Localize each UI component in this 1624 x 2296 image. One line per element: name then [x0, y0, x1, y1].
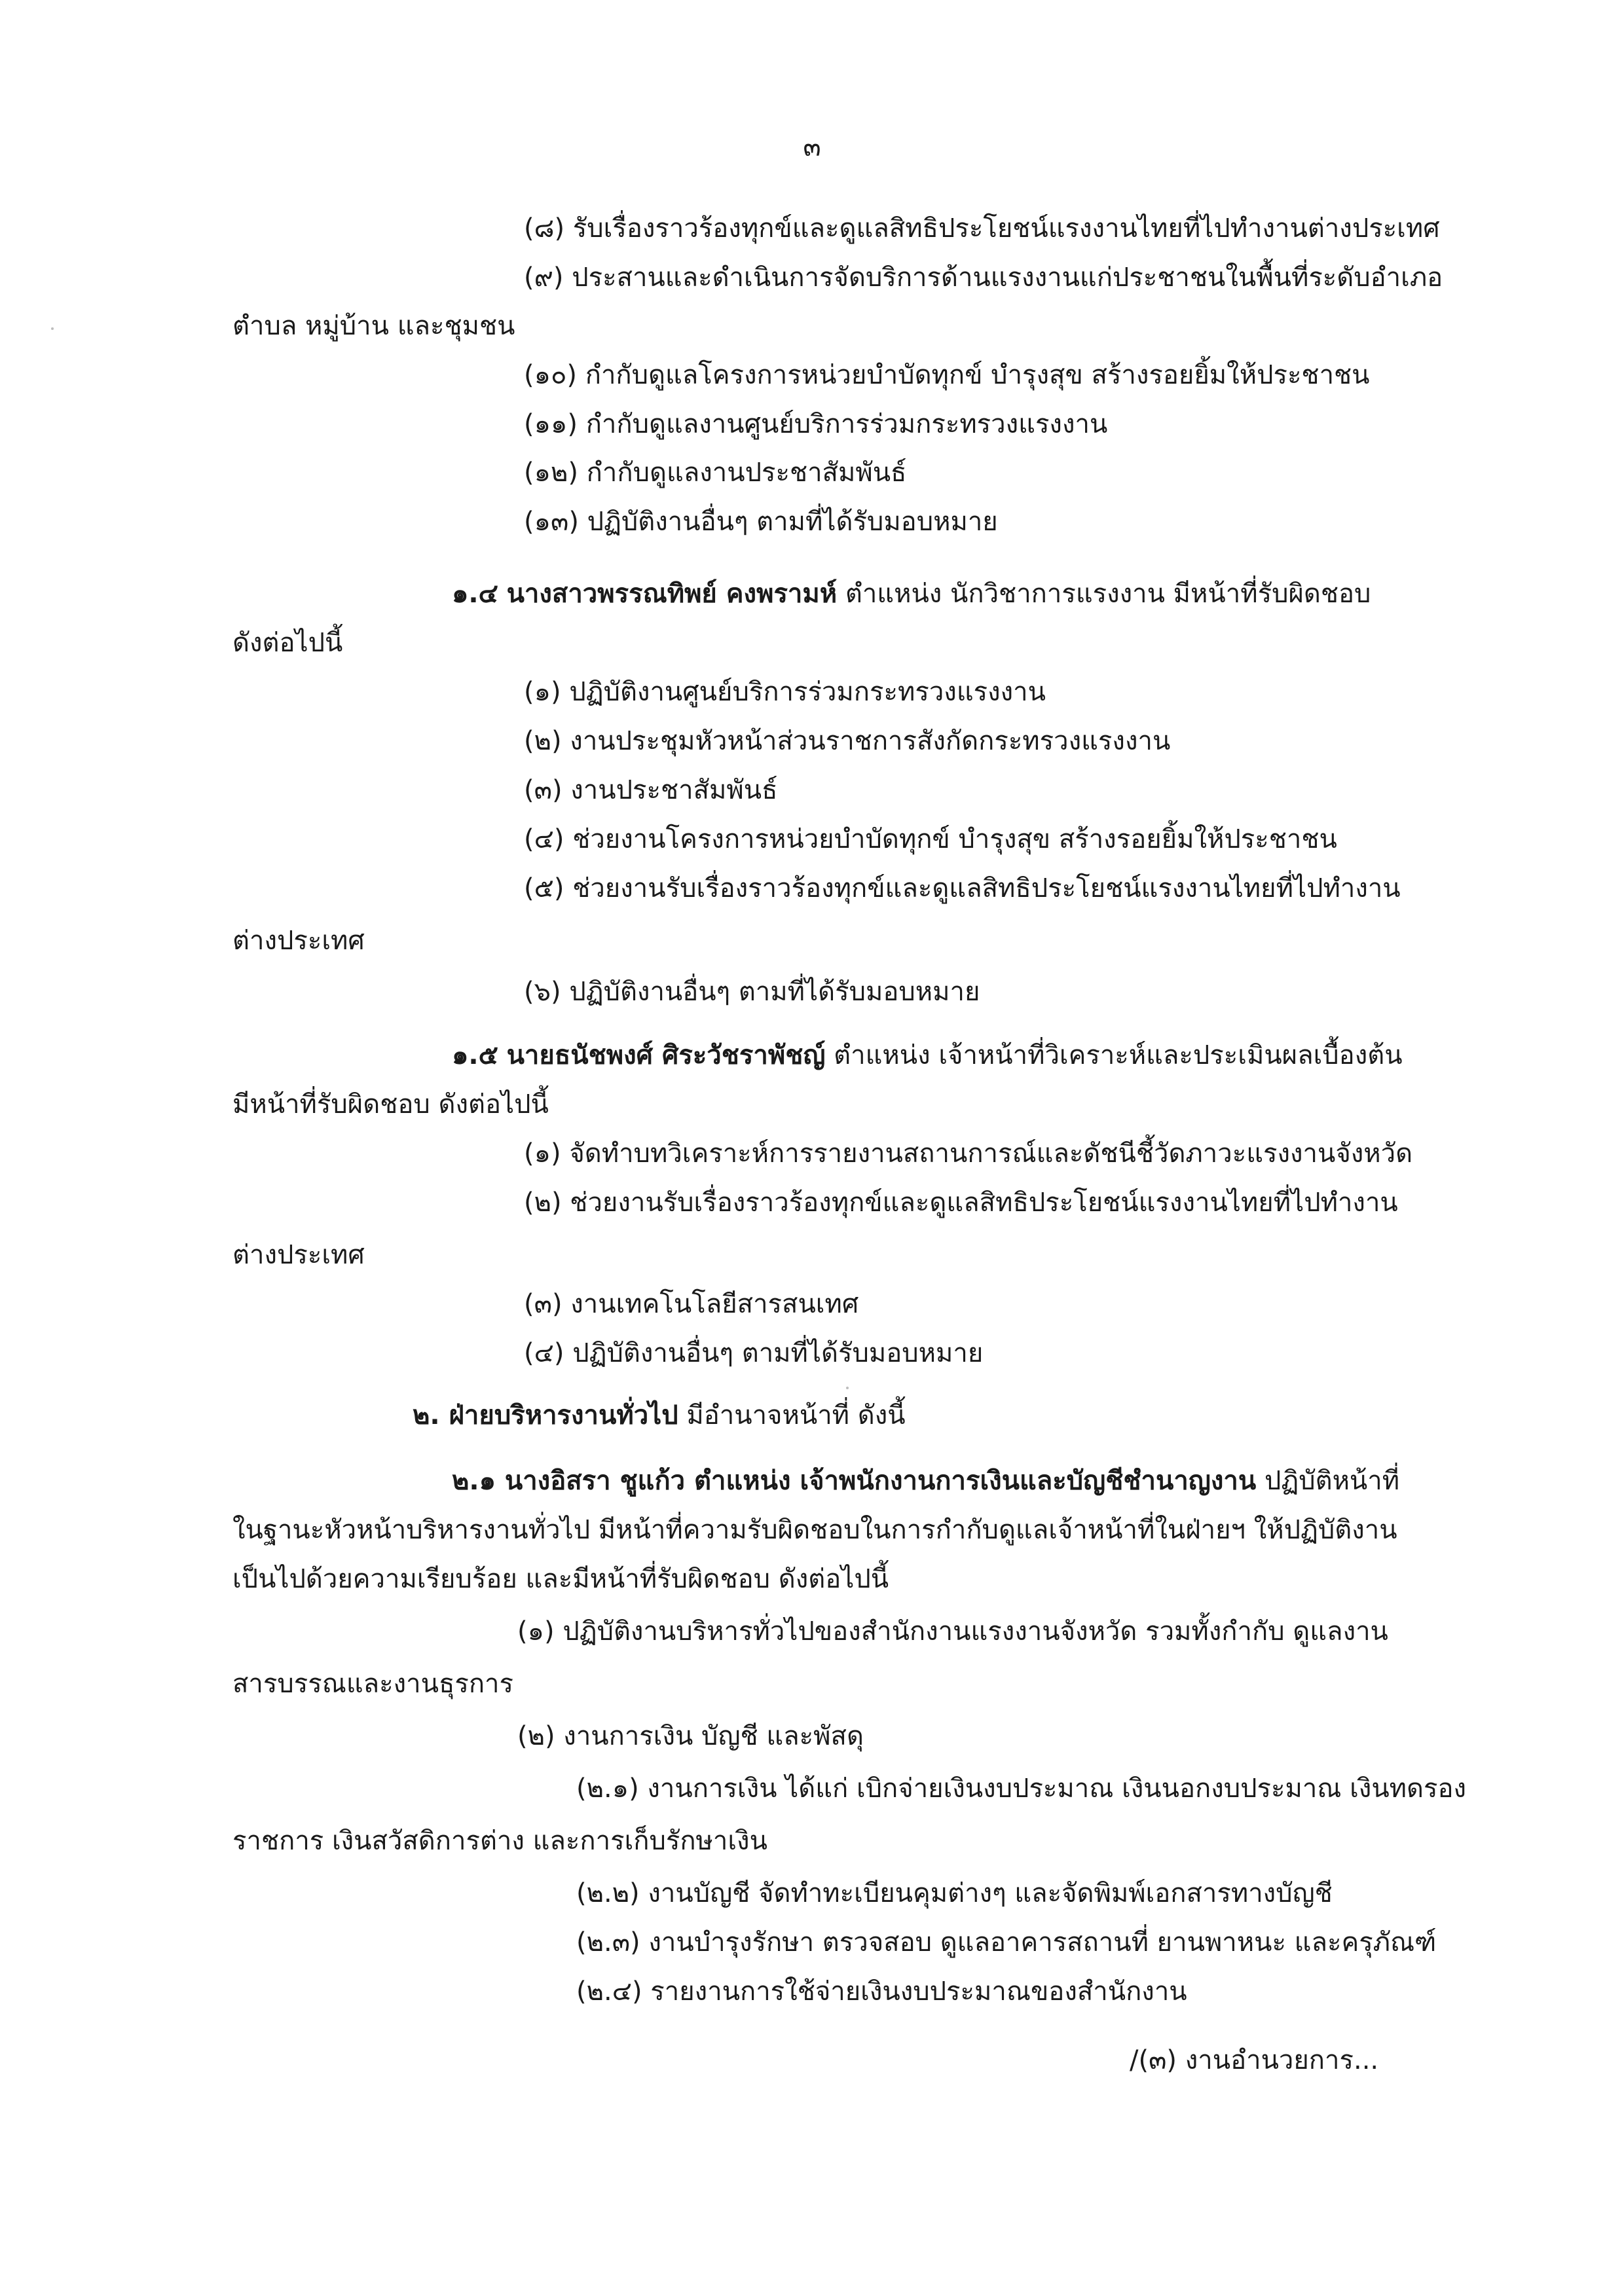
duty-item-5-continued: ต่างประเทศ	[232, 926, 365, 956]
staff-heading-1-5	[452, 1038, 1403, 1073]
staff-position: ตำแหน่ง นักวิชาการแรงงาน มีหน้าที่รับผิดชอบ	[837, 579, 1371, 609]
duty-item-2: (๒) งานการเงิน บัญชี และพัสดุ	[517, 1721, 864, 1751]
duty-item-4: (๔) ช่วยงานโครงการหน่วยบำบัดทุกข์ บำรุงสุข สร้างรอยยิ้มให้ประชาชน	[524, 824, 1337, 854]
staff-position: ตำแหน่ง เจ้าหน้าที่วิเคราะห์และประเมินผลเบื้องต้น	[825, 1040, 1403, 1070]
staff-heading-2-1	[452, 1463, 1399, 1499]
duty-item-1: (๑) ปฏิบัติงานศูนย์บริการร่วมกระทรวงแรงงาน	[524, 677, 1046, 707]
continuation-note: /(๓) งานอำนวยการ...	[1130, 2045, 1379, 2075]
duty-item-8: (๘) รับเรื่องราวร้องทุกข์และดูแลสิทธิประโยชน์แรงงานไทยที่ไปทำงานต่างประเทศ	[524, 213, 1440, 244]
section-2-heading	[413, 1398, 906, 1433]
staff-heading-line-3: เป็นไปด้วยความเรียบร้อย และมีหน้าที่รับผิดชอบ ดังต่อไปนี้	[232, 1564, 889, 1594]
duty-item-9: (๙) ประสานและดำเนินการจัดบริการด้านแรงงานแก่ประชาชนในพื้นที่ระดับอำเภอ	[524, 263, 1443, 293]
sub-item-2-3: (๒.๓) งานบำรุงรักษา ตรวจสอบ ดูแลอาคารสถานที่ ยานพาหนะ และครุภัณฑ์	[576, 1927, 1437, 1958]
sub-item-2-1: (๒.๑) งานการเงิน ได้แก่ เบิกจ่ายเงินงบประมาณ เงินนอกงบประมาณ เงินทดรอง	[576, 1774, 1467, 1804]
duty-item-11: (๑๑) กำกับดูแลงานศูนย์บริการร่วมกระทรวงแรงงาน	[524, 409, 1108, 439]
duty-item-3: (๓) งานประชาสัมพันธ์	[524, 775, 778, 805]
duty-item-2-continued: ต่างประเทศ	[232, 1240, 365, 1270]
duty-item-5: (๕) ช่วยงานรับเรื่องราวร้องทุกข์และดูแลสิทธิประโยชน์แรงงานไทยที่ไปทำงาน	[524, 873, 1401, 903]
sub-item-2-2: (๒.๒) งานบัญชี จัดทำทะเบียนคุมต่างๆ และจัดพิมพ์เอกสารทางบัญชี	[576, 1878, 1333, 1908]
staff-number: ๑.๕	[452, 1040, 498, 1070]
staff-heading-line-2: ในฐานะหัวหน้าบริหารงานทั่วไป มีหน้าที่ความรับผิดชอบในการกำกับดูแลเจ้าหน้าที่ในฝ่ายฯ ให้ปฏิบัติงาน	[232, 1515, 1397, 1545]
duty-item-6: (๖) ปฏิบัติงานอื่นๆ ตามที่ได้รับมอบหมาย	[524, 977, 980, 1007]
sub-item-2-1-continued: ราชการ เงินสวัสดิการต่าง และการเก็บรักษาเงิน	[232, 1826, 767, 1856]
scan-speck	[846, 1387, 849, 1389]
duty-item-9-continued: ตำบล หมู่บ้าน และชุมชน	[232, 311, 515, 341]
duty-item-1: (๑) ปฏิบัติงานบริหารทั่วไปของสำนักงานแรงงานจังหวัด รวมทั้งกำกับ ดูแลงาน	[517, 1616, 1388, 1647]
staff-name-position: ๒.๑ นางอิสรา ชูแก้ว ตำแหน่ง เจ้าพนักงานการเงินและบัญชีชำนาญงาน	[452, 1466, 1257, 1496]
duty-item-3: (๓) งานเทคโนโลยีสารสนเทศ	[524, 1289, 859, 1319]
staff-name: นางสาวพรรณทิพย์ คงพรามห์	[506, 579, 838, 609]
duty-item-4: (๔) ปฏิบัติงานอื่นๆ ตามที่ได้รับมอบหมาย	[524, 1338, 984, 1368]
staff-number: ๑.๔	[452, 579, 498, 609]
section-title: ๒. ฝ่ายบริหารงานทั่วไป	[413, 1400, 678, 1430]
page-number: ๓	[803, 132, 821, 162]
duty-item-12: (๑๒) กำกับดูแลงานประชาสัมพันธ์	[524, 458, 907, 488]
duty-item-1: (๑) จัดทำบทวิเคราะห์การรายงานสถานการณ์และดัชนีชี้วัดภาวะแรงงานจังหวัด	[524, 1139, 1413, 1169]
staff-heading-1-4	[452, 576, 1371, 611]
duty-item-2: (๒) ช่วยงานรับเรื่องราวร้องทุกข์และดูแลสิทธิประโยชน์แรงงานไทยที่ไปทำงาน	[524, 1188, 1398, 1218]
sub-item-2-4: (๒.๔) รายงานการใช้จ่ายเงินงบประมาณของสำนักงาน	[576, 1977, 1187, 2007]
staff-name: นายธนัชพงศ์ ศิระวัชราพัชญ์	[506, 1040, 826, 1070]
section-title-rest: มีอำนาจหน้าที่ ดังนี้	[678, 1400, 906, 1430]
staff-duty-intro: ปฏิบัติหน้าที่	[1256, 1466, 1400, 1496]
duty-item-13: (๑๓) ปฏิบัติงานอื่นๆ ตามที่ได้รับมอบหมาย	[524, 507, 998, 537]
duty-item-10: (๑๐) กำกับดูแลโครงการหน่วยบำบัดทุกข์ บำรุงสุข สร้างรอยยิ้มให้ประชาชน	[524, 360, 1370, 390]
scan-speck	[51, 327, 54, 330]
staff-heading-continued: ดังต่อไปนี้	[232, 628, 343, 658]
staff-heading-continued: มีหน้าที่รับผิดชอบ ดังต่อไปนี้	[232, 1089, 549, 1120]
duty-item-2: (๒) งานประชุมหัวหน้าส่วนราชการสังกัดกระทรวงแรงงาน	[524, 726, 1171, 756]
duty-item-1-continued: สารบรรณและงานธุรการ	[232, 1669, 514, 1699]
